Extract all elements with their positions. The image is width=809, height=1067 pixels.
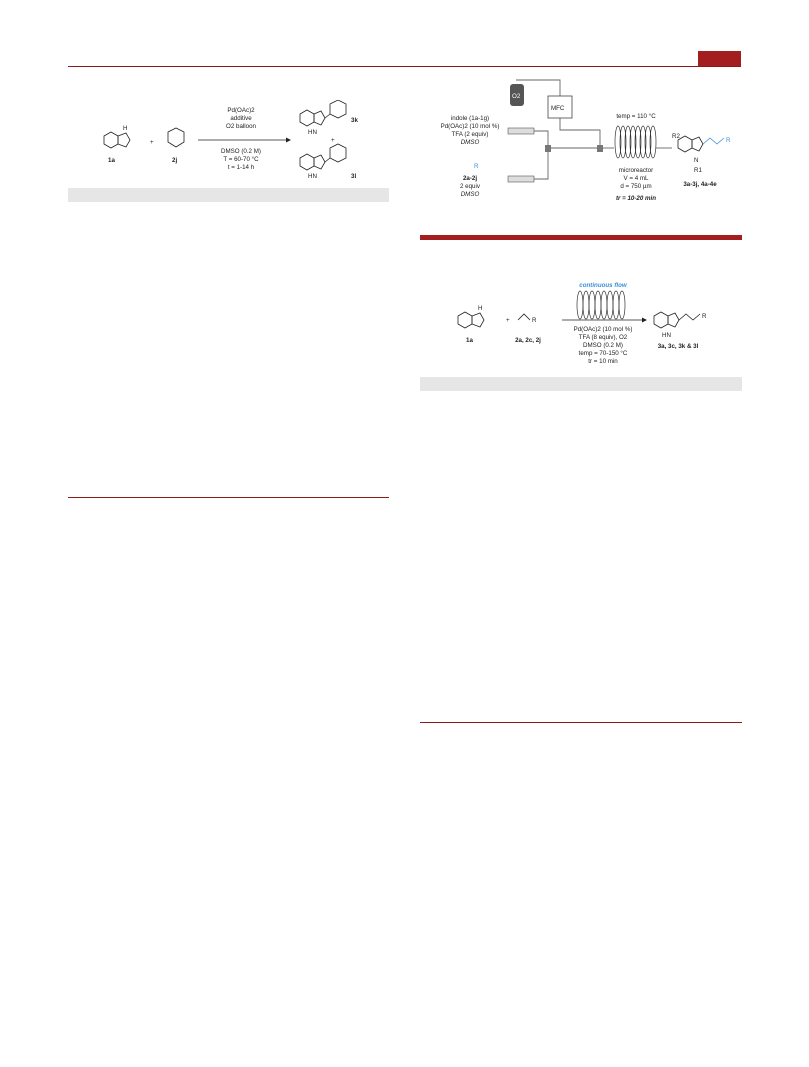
left-caption-bar (68, 188, 389, 202)
condition-line-1: Pd(OAc)2 (10 mol %) (573, 326, 633, 333)
r-label-syringe: R (474, 163, 479, 170)
n-label: N (694, 157, 699, 164)
compound-label-2j: 2j (172, 157, 178, 164)
condition-time: t = 1-14 h (227, 164, 255, 171)
reactor-volume: V = 4 mL (623, 175, 649, 182)
right-caption-bar (420, 377, 742, 391)
r-label-product-right: R (702, 313, 707, 320)
arrow-head-right (642, 318, 647, 323)
plus-sign-right: + (506, 317, 510, 324)
syringe1-line2: Pd(OAc)2 (10 mol %) (440, 123, 500, 130)
residence-time: tr = 10-20 min (615, 195, 657, 202)
compound-label-3l: 3l (351, 173, 357, 180)
syringe1-line4: DMSO (460, 139, 480, 146)
r-label-product: R (726, 137, 731, 144)
left-reaction-scheme (68, 100, 390, 185)
condition-line-5: tr = 10 min (588, 358, 618, 365)
product-structure-flow (678, 136, 703, 152)
syringe1-line3: TFA (2 equiv) (451, 131, 489, 138)
cyclohexene-structure-2j (168, 128, 184, 147)
nh-label-product-right: HN (662, 332, 671, 339)
syringe2-line1: 2a-2j (462, 175, 478, 182)
condition-temperature: T = 60-70 °C (223, 156, 259, 163)
header-rule (68, 66, 741, 67)
compound-label-1a-right: 1a (466, 337, 473, 344)
product-structure-3k (300, 100, 346, 126)
syringe2-line3: DMSO (460, 191, 480, 198)
mfc-label: MFC (551, 105, 565, 112)
right-reaction-scheme (420, 280, 742, 375)
syringe-2 (508, 176, 534, 182)
nh-label: H (123, 125, 128, 132)
mixer-1 (545, 145, 551, 152)
compound-label-3k: 3k (351, 117, 358, 124)
coil-reactor-right (577, 291, 625, 319)
r1-label: R1 (694, 167, 702, 174)
reactor-label: microreactor (618, 167, 654, 174)
o2-label: O2 (512, 93, 521, 100)
indole-structure-1a-right (458, 312, 484, 328)
product-label-flow: 3a-3j, 4a-4e (683, 181, 717, 188)
alkene-structure (518, 314, 530, 320)
r-label-right: R (532, 317, 537, 324)
condition-catalyst: Pd(OAc)2 (227, 107, 255, 114)
right-section-rule (420, 235, 742, 240)
condition-line-4: temp = 70-150 °C (578, 350, 628, 357)
nh-label-right: H (478, 305, 483, 312)
syringe2-line2: 2 equiv (460, 183, 480, 190)
r2-label: R2 (672, 133, 680, 140)
flow-setup-diagram (420, 72, 742, 232)
compound-label-2a-right: 2a, 2c, 2j (515, 337, 541, 344)
indole-structure-1a (104, 132, 130, 148)
continuous-flow-label: continuous flow (579, 282, 627, 289)
left-section-rule (68, 497, 389, 498)
header-tab (698, 51, 741, 66)
condition-line-2: TFA (8 equiv), O2 (578, 334, 628, 341)
reactor-diameter: d = 750 µm (620, 183, 652, 190)
condition-line-3: DMSO (0.2 M) (583, 342, 623, 349)
alkene-chain (703, 138, 724, 144)
nh-label-3l: HN (308, 173, 317, 180)
mixer-2 (597, 145, 603, 152)
reactor-temp: temp = 110 °C (616, 113, 656, 120)
product-structure-3l (300, 144, 346, 170)
condition-additive: additive (230, 115, 252, 122)
coil-reactor (615, 126, 656, 158)
arrow-head (286, 138, 291, 143)
right-bottom-rule (420, 722, 742, 723)
nh-label-3k: HN (308, 129, 317, 136)
syringe-1 (508, 128, 534, 134)
condition-solvent: DMSO (0.2 M) (221, 148, 261, 155)
condition-oxidant: O2 balloon (226, 123, 256, 130)
syringe1-line1: indole (1a-1g) (450, 115, 490, 122)
product-structure-right (654, 312, 679, 328)
plus-sign: + (150, 139, 154, 146)
compound-label-1a: 1a (108, 157, 115, 164)
plus-sign-products: + (331, 137, 335, 144)
product-label-right: 3a, 3c, 3k & 3l (657, 343, 699, 350)
product-chain-right (679, 314, 700, 320)
